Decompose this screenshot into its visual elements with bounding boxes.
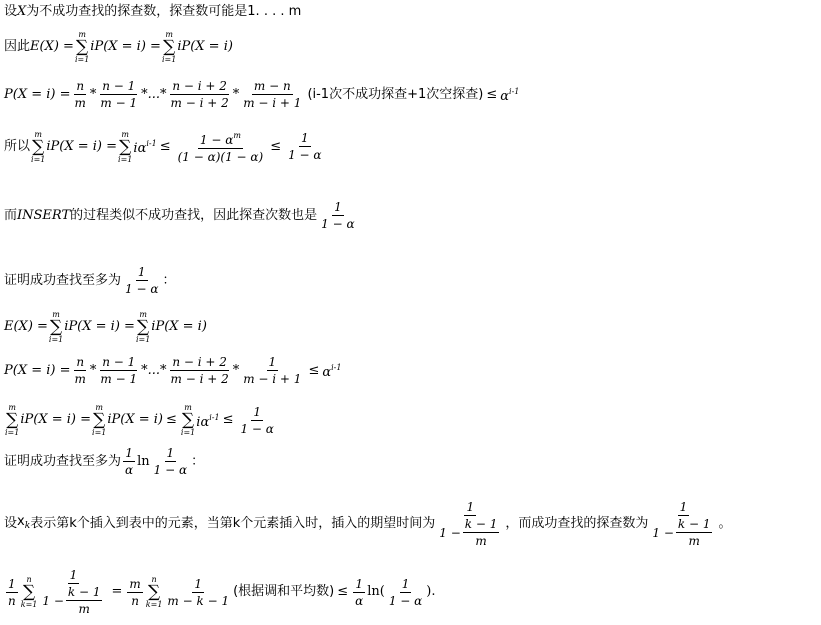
intro-line [4,4,301,20]
fraction: $\frac{1}{n}$ [8,576,16,608]
prove-success-line [4,265,175,296]
sum-symbol: n ∑ k=1 [145,575,163,609]
sum-symbol: m ∑ i=1 [31,129,46,164]
leq: ≤ [308,362,320,378]
fraction: $\frac{1}{1 - \alpha}$ [125,265,159,296]
leq: ≤ [337,584,349,599]
expectation-line-2 [4,310,207,344]
fraction: $\frac{1}{1 - \alpha}$ [388,576,423,608]
sum-symbol: m ∑ i=1 [161,30,177,64]
px-label: P(X = i) = [4,362,71,378]
xk-symbol: $x_k$ [17,514,31,531]
fraction: $\frac{1}{\alpha}$ [125,446,134,477]
probe-note: (i-1次不成功探查+1次空探查) [307,86,484,102]
colon: ： [191,453,205,469]
sum-symbol: n ∑ k=1 [20,575,38,609]
paren-open: ( [379,584,385,599]
fraction: $\frac{k - 1}{m}$ [464,517,498,548]
fraction: $\frac{1 - \alpha^m}{(1 - \alpha)(1 - \alpha)}$ [177,131,264,164]
probability-line-2 [4,355,341,386]
fraction: $\frac{n - 1}{m - 1}$ [100,355,138,386]
line2-prefix: 因此 [4,39,31,54]
iP-term-end: iP(X = i) [151,319,207,334]
fraction: $\frac{n - i + 2}{m - i + 2}$ [170,355,229,386]
fraction: $\frac{1}{1 - \alpha}$ [153,446,188,477]
times-dots: *...* [141,362,167,378]
bound-line [4,129,326,164]
fraction: $\frac{k - 1}{m}$ [67,585,101,616]
xk-text-3: ，而成功查找的探查数为 [505,516,649,531]
alpha-power: $i\alpha^{i-1}$ [133,139,157,156]
equals: = [111,584,123,599]
alpha-power: $\alpha^{i-1}$ [322,363,342,380]
insert-word: INSERT [17,207,71,223]
fraction: $\frac{1}{\alpha}$ [355,576,364,608]
line4-prefix: 所以 [4,138,31,154]
harmonic-note: (根据调和平均数) [233,584,335,599]
insert-line [4,200,359,231]
probability-line [4,79,519,110]
bound-line-2 [4,403,278,437]
sum-symbol: m ∑ i=1 [74,30,90,64]
fraction: $\frac{n - 1}{m - 1}$ [100,79,138,110]
sum-symbol: m ∑ i=1 [48,310,64,344]
final-line [4,568,436,616]
fraction: $\frac{n - i + 2}{m - i + 2}$ [170,79,229,110]
xk-text-2: 表示第k个插入到表中的元素，当第k个元素插入时，插入的期望时间为 [30,516,436,531]
sum-symbol: m ∑ i=1 [92,403,107,437]
times: * [89,86,97,102]
fraction: $\frac{n}{m}$ [74,79,86,110]
xk-text-4: 。 [718,516,732,531]
fraction: $\frac{k - 1}{m}$ [677,517,711,548]
prove-success-ln-line [4,446,204,477]
leq: ≤ [486,86,498,102]
iP-term: iP(X = i) = [46,138,118,154]
leq: ≤ [159,138,171,154]
xk-text-1: 设 [4,516,18,531]
colon: ： [162,272,176,288]
times-dots: *...* [141,86,167,102]
expectation-line [4,30,233,64]
paren-close: ). [426,584,436,599]
prove-text: 证明成功查找至多为 [4,453,122,469]
px-label: P(X = i) = [4,86,71,102]
sum-symbol: m ∑ i=1 [118,129,133,164]
iP-term-plain: iP(X = i) [107,412,163,427]
times: * [89,362,97,378]
ex-label: E(X) = [30,39,74,54]
alpha-power: $i\alpha^{i-1}$ [196,412,220,430]
insert-text-2: 的过程类似不成功查找，因此探查次数也是 [70,207,318,223]
fraction: $\frac{1}{1 - \alpha}$ [240,404,274,436]
fraction: $\frac{1}{1 - \alpha}$ [321,200,355,231]
leq: ≤ [222,412,234,427]
sum-symbol: m ∑ i=1 [135,310,151,344]
leq: ≤ [270,138,282,154]
times: * [232,86,240,102]
iP-term: iP(X = i) = [90,39,161,54]
alpha-power: $\alpha^{i-1}$ [500,87,520,104]
fraction: $\frac{n}{m}$ [74,355,86,386]
intro-text-1: 设 [4,4,18,19]
iP-term: iP(X = i) = [64,319,135,334]
ln: ln [137,453,150,469]
fraction: $\frac{1}{m - i + 1}$ [243,355,302,386]
var-x: X [17,4,27,19]
fraction: $\frac{m - n}{m - i + 1}$ [243,79,302,110]
sum-symbol: m ∑ i=1 [5,403,20,437]
xk-line [4,500,732,548]
fraction: $\frac{m}{n}$ [129,576,141,608]
fraction: $\frac{1}{m - k - 1}$ [167,576,230,608]
prove-text: 证明成功查找至多为 [4,272,122,288]
sum-symbol: m ∑ i=1 [180,403,196,437]
fraction: $\frac{1}{1 - \alpha}$ [288,131,322,162]
intro-text-2: 为不成功查找的探查数，探查数可能是1. . . . m [26,4,302,19]
iP-term: iP(X = i) = [20,412,92,427]
insert-text-1: 而 [4,207,18,223]
iP-term-end: iP(X = i) [177,39,233,54]
leq: ≤ [166,412,177,427]
ex-label: E(X) = [4,319,48,334]
nested-fraction: 1 1 − $\frac{k - 1}{m}$ [652,500,711,548]
times: * [232,362,240,378]
nested-fraction: 1 1 − $\frac{k - 1}{m}$ [42,568,101,616]
nested-fraction: 1 1 − $\frac{k - 1}{m}$ [439,500,498,548]
ln: ln [367,584,380,599]
